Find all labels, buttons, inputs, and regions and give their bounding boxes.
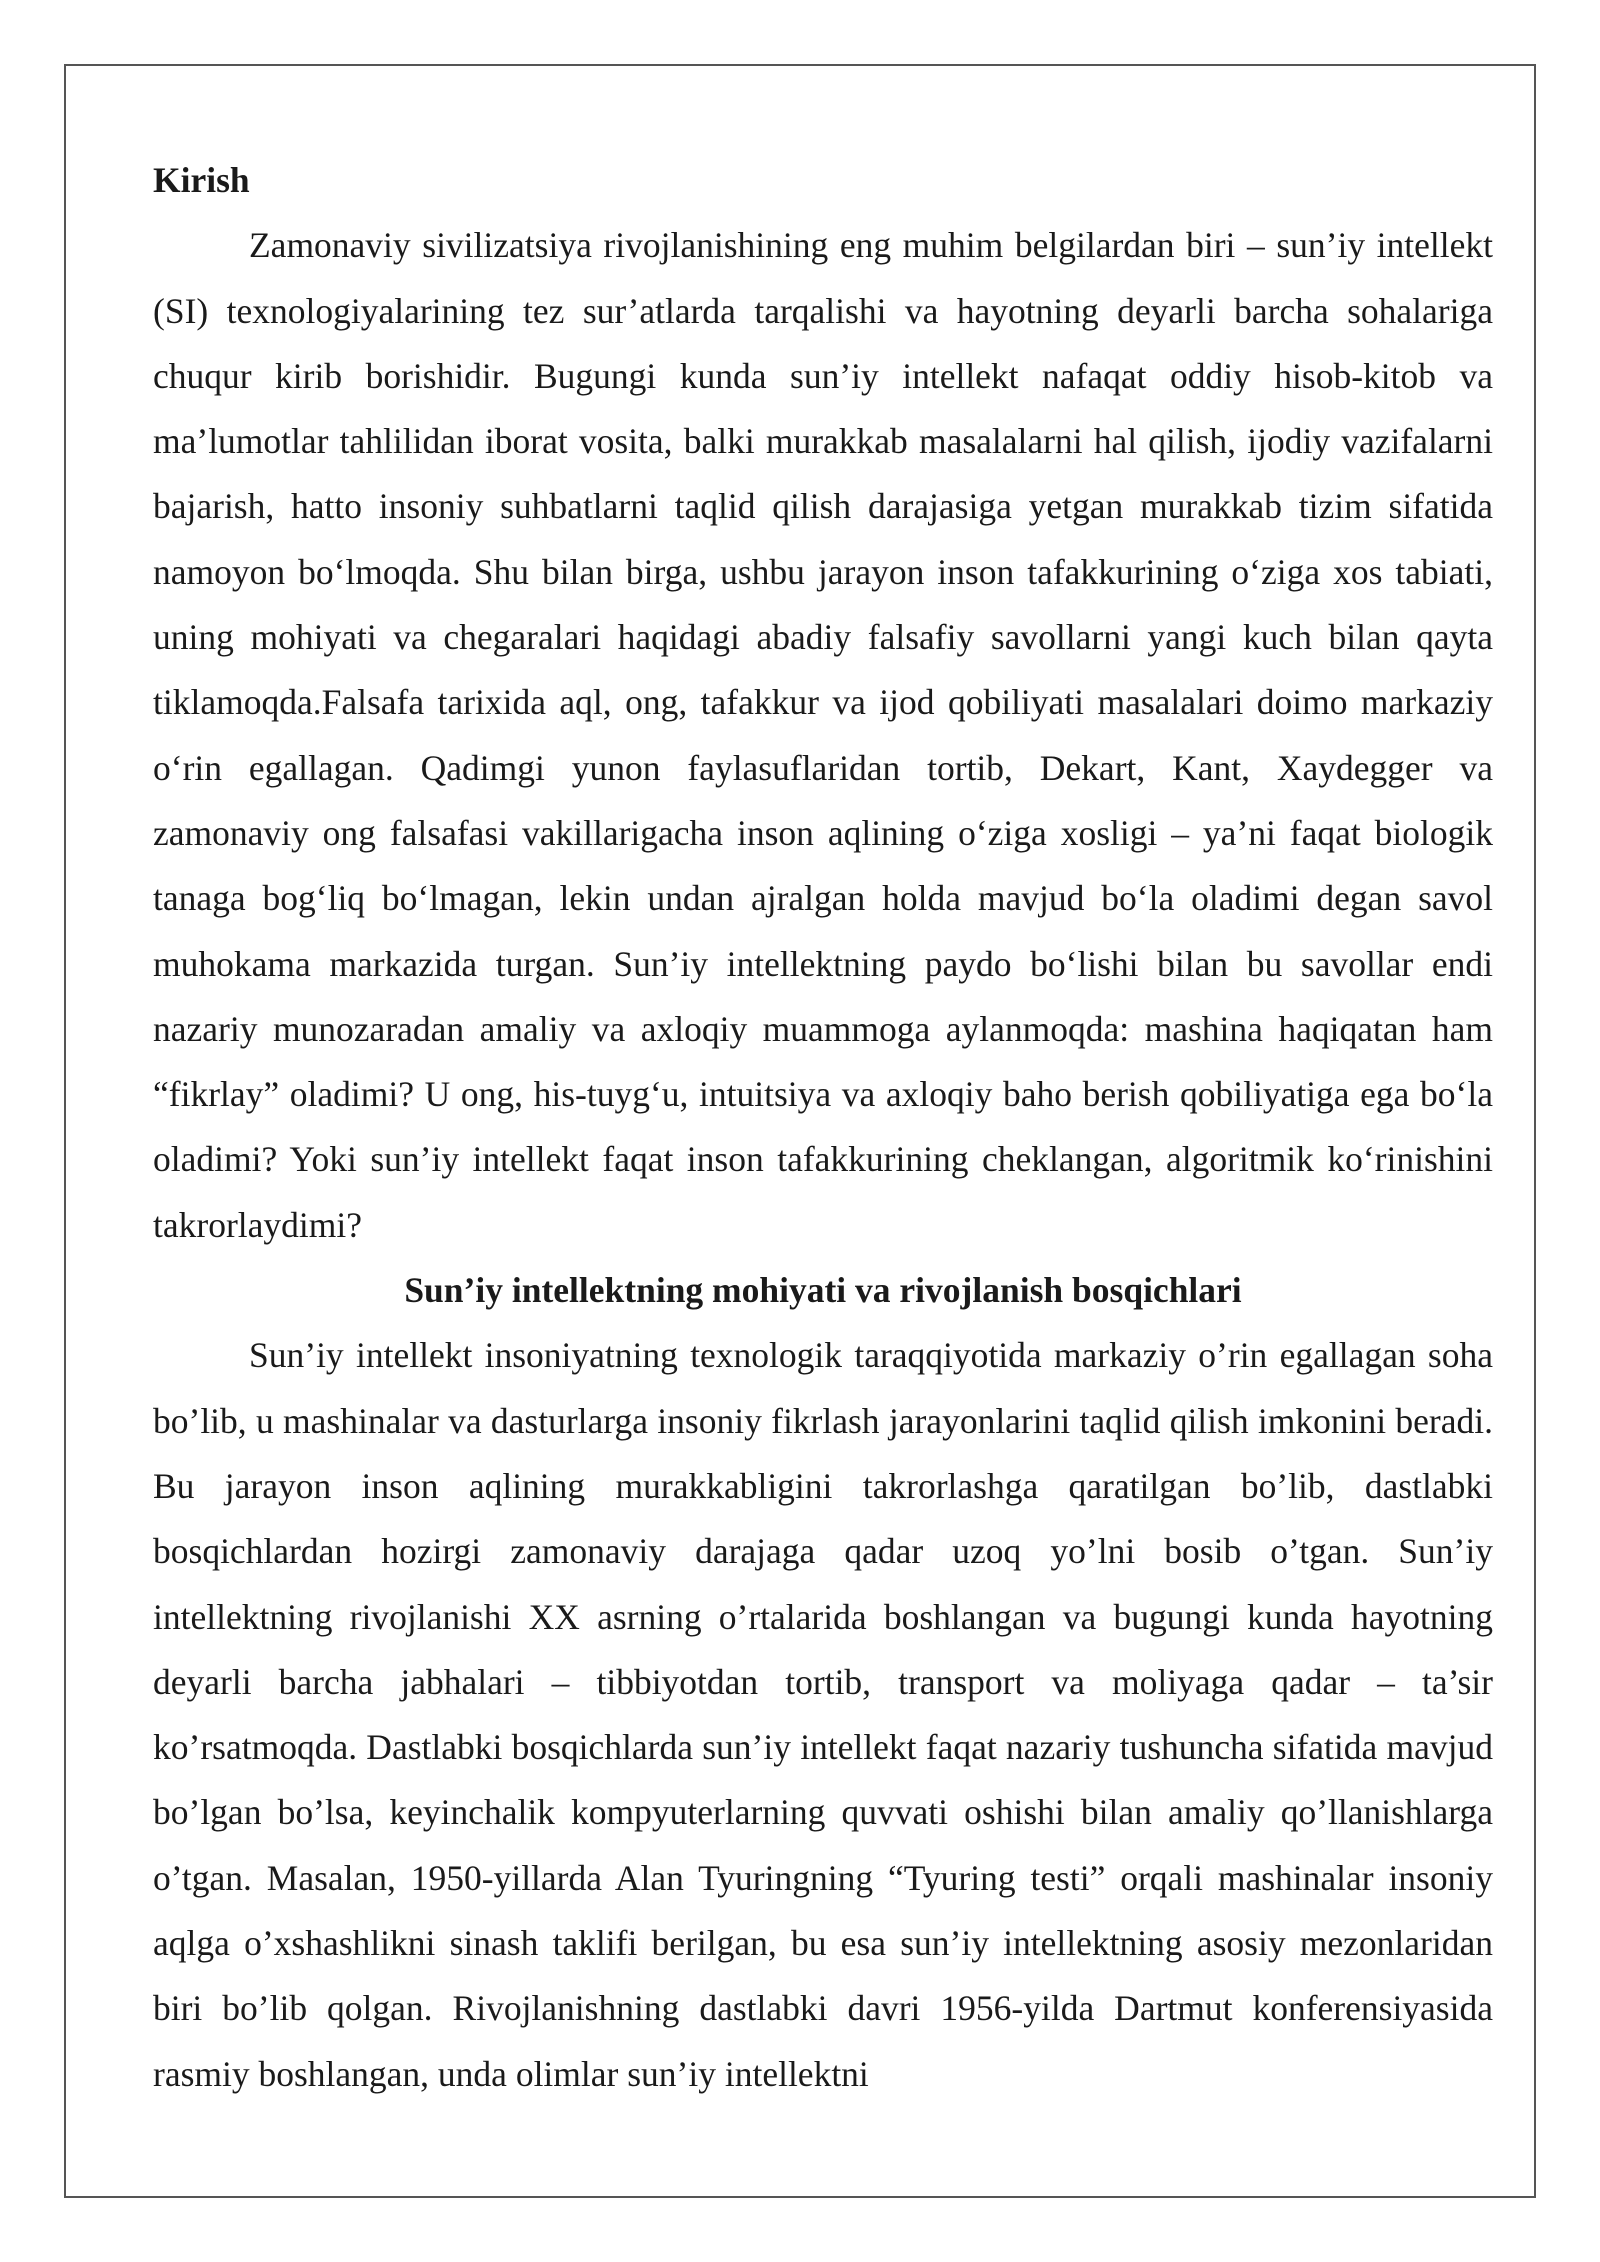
intro-heading: Kirish (153, 160, 250, 200)
intro-paragraph: Zamonaviy sivilizatsiya rivojlanishining eng muhim belgilardan biri – sun’iy intellekt (SI) texnologiyalarining tez sur’atlarda tarqalishi va hayotning deyarli barcha sohalariga chuqur kirib borishidir. Bugungi kunda sun’iy intellekt nafaqat oddiy hisob-kitob va ma’lumotlar tahlilidan iborat vosita, balki murakkab masalalarni hal qilish, ijodiy vazifalarni bajarish, hatto insoniy suhbatlarni taqlid qilish darajasiga yetgan murakkab tizim sifatida namoyon bo‘lmoqda. Shu bilan birga, ushbu jarayon inson tafakkurining o‘ziga xos tabiati, uning mohiyati va chegaralari haqidagi abadiy falsafiy savollarni yangi kuch bilan qayta tiklamoqda.Falsafa tarixida aql, ong, tafakkur va ijod qobiliyati masalalari doimo markaziy o‘rin egallagan. Qadimgi yunon faylasuflaridan tortib, Dekart, Kant, Xaydegger va zamonaviy ong falsafasi vakillarigacha inson aqlining o‘ziga xosligi – ya’ni faqat biologik tanaga bog‘liq bo‘lmagan, lekin undan ajralgan holda mavjud bo‘la oladimi degan savol muhokama markazida turgan. Sun’iy intellektning paydo bo‘lishi bilan bu savollar endi nazariy munozaradan amaliy va axloqiy muammoga aylanmoqda: mashina haqiqatan ham “fikrlay” oladimi? U ong, his-tuyg‘u, intuitsiya va axloqiy baho berish qobiliyatiga ega bo‘la oladimi? Yoki sun’iy intellekt faqat inson tafakkurining cheklangan, algoritmik ko‘rinishini takrorlaydimi? (153, 225, 1493, 1245)
section-heading: Sun’iy intellektning mohiyati va rivojlanish bosqichlari (404, 1270, 1242, 1311)
document-body (153, 148, 1493, 2107)
section-paragraph: Sun’iy intellekt insoniyatning texnologik taraqqiyotida markaziy o’rin egallagan soha bo’lib, u mashinalar va dasturlarga insoniy fikrlash jarayonlarini taqlid qilish imkonini beradi. Bu jarayon inson aqlining murakkabligini takrorlashga qaratilgan bo’lib, dastlabki bosqichlardan hozirgi zamonaviy darajaga qadar uzoq yo’lni bosib o’tgan. Sun’iy intellektning rivojlanishi XX asrning o’rtalarida boshlangan va bugungi kunda hayotning deyarli barcha jabhalari – tibbiyotdan tortib, transport va moliyaga qadar – ta’sir ko’rsatmoqda. Dastlabki bosqichlarda sun’iy intellekt faqat nazariy tushuncha sifatida mavjud bo’lgan bo’lsa, keyinchalik kompyuterlarning quvvati oshishi bilan amaliy qo’llanishlarga o’tgan. Masalan, 1950-yillarda Alan Tyuringning “Tyuring testi” orqali mashinalar insoniy aqlga o’xshashlikni sinash taklifi berilgan, bu esa sun’iy intellektning asosiy mezonlaridan biri bo’lib qolgan. Rivojlanishning dastlabki davri 1956-yilda Dartmut konferensiyasida rasmiy boshlangan, unda olimlar sun’iy intellektni (153, 1335, 1493, 2094)
